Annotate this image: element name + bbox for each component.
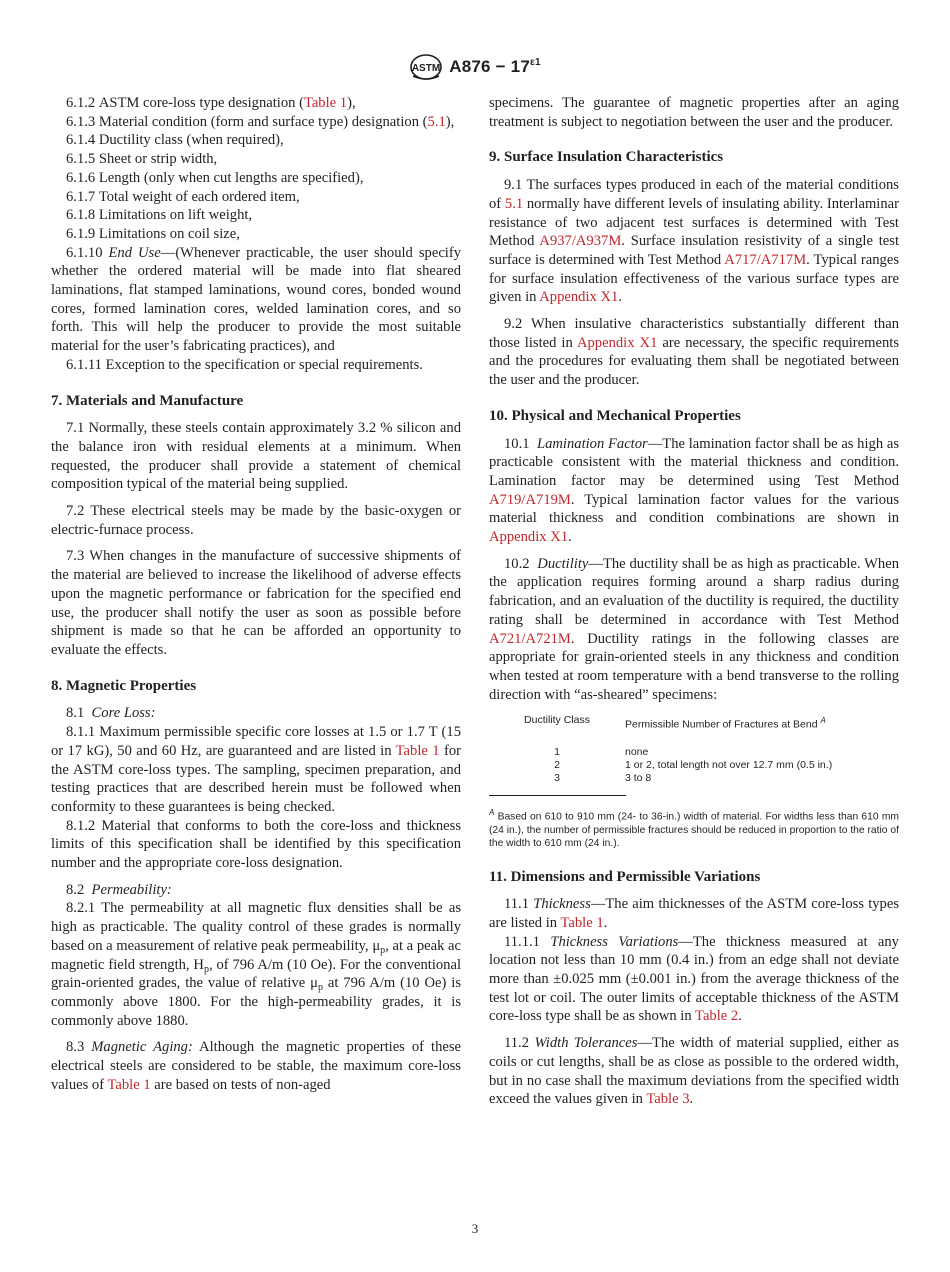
para-8-1-2: 8.1.2 Material that conforms to both the core-loss and thickness limits of this specification shall be identified by this specification number and the appropriate core-loss designation. [51,817,461,872]
section-8-heading: 8. Magnetic Properties [51,677,197,694]
para-8-1: 8.1 Core Loss: [66,705,156,722]
item-6-1-8: 6.1.8 Limitations on lift weight, [66,207,253,224]
para-11-1: 11.1 Thickness—The aim thicknesses of the ASTM core-loss types are listed in Table 1. [489,896,899,931]
item-6-1-11: 6.1.11 Exception to the specification or special requirements. [66,356,423,373]
link-section-5-1[interactable]: 5.1 [504,195,524,212]
section-11-heading: 11. Dimensions and Permissible Variations [489,868,761,885]
item-6-1-10: 6.1.10 End Use—(Whenever practicable, the user should specify whether the ordered material will be made into flat sheared laminations, flat stamped laminations, wound cores, bonded wound cores, formed lamination cores, welded lamination cores, and so forth. This will help the producer to provide the most suitable material for the user’s fabricating practices), and [51,244,462,355]
item-6-1-4: 6.1.4 Ductility class (when required), [66,132,284,149]
table-header-cell: Permissible Number of Fractures at Bend $^A$ [625,716,826,731]
link-appendix-x1[interactable]: Appendix X1 [576,334,658,351]
table-row [489,759,899,772]
link-table-3[interactable]: Table 3 [646,1091,690,1108]
link-table-1[interactable]: Table 1 [560,914,604,931]
section-10-heading: 10. Physical and Mechanical Properties [489,407,741,424]
ductility-table [489,714,899,785]
document-designation: $A876 - 17^{\varepsilon 1}$ [449,57,541,76]
para-10-1: 10.1 Lamination Factor—The lamination factor shall be as high as practicable consistent with the material thickness and condition. Lamination factor may be determined using Test Method A719/A719M. Typical lamination factor values for the various material thickness and condition combinations are shown in Appendix X1. [489,435,899,546]
para-8-1-1: 8.1.1 Maximum permissible specific core losses at 1.5 or 1.7 T (15 or 17 kG), 50 and 60 Hz, are guaranteed and are listed in Table 1 for the ASTM core-loss types. The sampling, specimen preparation, and testing practices that are described herein must be followed when conformity to these guarantees is being checked. [51,724,461,815]
table-row [489,772,899,785]
para-9-2: 9.2 When insulative characteristics substantially different than those listed in Appendix X1 are necessary, the specific requirements and the procedures for evaluating them shall be negotiated between the user and the producer. [489,316,899,389]
para-8-3-continued: specimens. The guarantee of magnetic properties after an aging treatment is subject to negotiation between the user and the producer. [489,95,899,130]
page-number: 3 [471,1221,479,1236]
table-cell: 2 [554,758,560,771]
para-9-1: 9.1 The surfaces types produced in each of the material conditions of 5.1 normally have different levels of insulating ability. Interlaminar resistance of two adjacent test surfaces is determined with Test Method A937/A937M. Surface insulation resistivity of a single test surface is determined with Test Method A717/A717M. Typical ranges for surface insulation effectiveness of the various surface types are given in Appendix X1. [489,177,900,306]
para-8-2-1: 8.2.1 The permeability at all magnetic flux densities shall be as high as practicable. The quality control of these grades is normally based on a measurement of relative peak permeability, $\mu_p$, at a peak ac magnetic field strength, $H_p$, of 796 A/m (10 Oe). For the conventional grain-oriented grades, the value of relative $\mu_p$ at 796 A/m (10 Oe) is commonly above 1800. For the high-permeability grades, it is commonly above 1880. [51,900,461,1029]
para-8-2: 8.2 Permeability: [66,881,172,898]
link-table-1[interactable]: Table 1 [395,742,440,759]
para-8-3: 8.3 Magnetic Aging: Although the magnetic properties of these electrical steels are considered to be stable, the maximum core-loss values of Table 1 are based on tests of non-aged [51,1039,462,1093]
table-footnote: $^A$ Based on 610 to 910 mm (24- to 36-in.) width of material. For widths less than 610 mm (24 in.), the number of permissible fractures should be reduced in proportion to the ratio of the width to 610 mm (24 in.). [489,808,899,850]
item-6-1-9: 6.1.9 Limitations on coil size, [66,225,240,242]
item-6-1-6: 6.1.6 Length (only when cut lengths are specified), [66,169,364,186]
link-table-1[interactable]: Table 1 [303,95,348,111]
table-cell: 3 [554,771,560,784]
table-row [489,746,899,759]
right-column [489,94,899,1109]
link-a721[interactable]: A721/A721M [489,630,571,647]
footnote-divider [489,795,626,796]
link-table-2[interactable]: Table 2 [695,1008,739,1025]
section-9-heading: 9. Surface Insulation Characteristics [489,149,724,166]
svg-text:ASTM: ASTM [412,63,441,74]
para-7-2: 7.2 These electrical steels may be made by the basic-oxygen or electric-furnace process. [51,503,461,538]
table-header-row [489,714,899,732]
table-cell: 1 [554,745,560,758]
para-7-3: 7.3 When changes in the manufacture of successive shipments of the material are believed to increase the likelihood of adverse effects upon the magnetic performance or fabrication for the specified end use, the producer shall notify the user as soon as possible before shipment is made so that he can be afforded an opportunity to evaluate the effects. [51,548,461,658]
link-a717[interactable]: A717/A717M [724,251,807,268]
link-table-1[interactable]: Table 1 [107,1076,151,1093]
para-7-1: 7.1 Normally, these steels contain approximately 3.2 % silicon and the balance iron with residual elements at a minimum. When requested, the producer shall provide a statement of chemical composition typical of the material being supplied. [51,420,461,493]
table-cell: 3 to 8 [625,771,652,784]
item-6-1-7: 6.1.7 Total weight of each ordered item, [66,188,300,205]
left-column [51,94,461,1094]
page-header [0,52,950,87]
para-11-2: 11.2 Width Tolerances—The width of material supplied, either as coils or cut lengths, shall be as close as possible to the ordered width, but in no case shall the maximum deviations from the specified width exceed the values given in Table 3. [489,1035,899,1108]
table-cell: none [625,745,649,758]
section-7-heading: 7. Materials and Manufacture [51,392,244,409]
link-a719[interactable]: A719/A719M [489,491,571,508]
table-header-cell: Ductility Class [524,714,590,727]
table-cell: 1 or 2, total length not over 12.7 mm (0.5 in.) [625,758,833,771]
para-10-2: 10.2 Ductility—The ductility shall be as high as practicable. When the application requires forming around a sharp radius during fabrication, and an evaluation of the ductility is required, the ductility rating shall be determined in accordance with Test Method A721/A721M. Ductility ratings in the following classes are appropriate for grain-oriented steels in any thickness and condition when tested at room temperature with a bend transverse to the rolling direction with “as-sheared” specimens: [489,555,900,703]
link-appendix-x1[interactable]: Appendix X1 [539,289,619,306]
para-11-1-1: 11.1.1 Thickness Variations—The thickness measured at any location not less than 10 mm (0.4 in.) from an edge shall not deviate more than ±0.025 mm (±0.001 in.) from the average thickness of the test lot or coil. The outer limits of acceptable thickness of the ASTM core-loss type shall be as shown in Table 2. [489,933,899,1025]
item-6-1-3: 6.1.3 Material condition (form and surface type) designation (5.1), [66,113,455,130]
item-6-1-2: 6.1.2 ASTM core-loss type designation (Table 1), [66,95,356,111]
link-section-5-1[interactable]: 5.1 [427,113,446,130]
link-a937[interactable]: A937/A937M [539,233,622,250]
link-appendix-x1[interactable]: Appendix X1 [489,529,569,546]
item-6-1-5: 6.1.5 Sheet or strip width, [66,151,218,168]
astm-logo-icon [409,52,443,82]
